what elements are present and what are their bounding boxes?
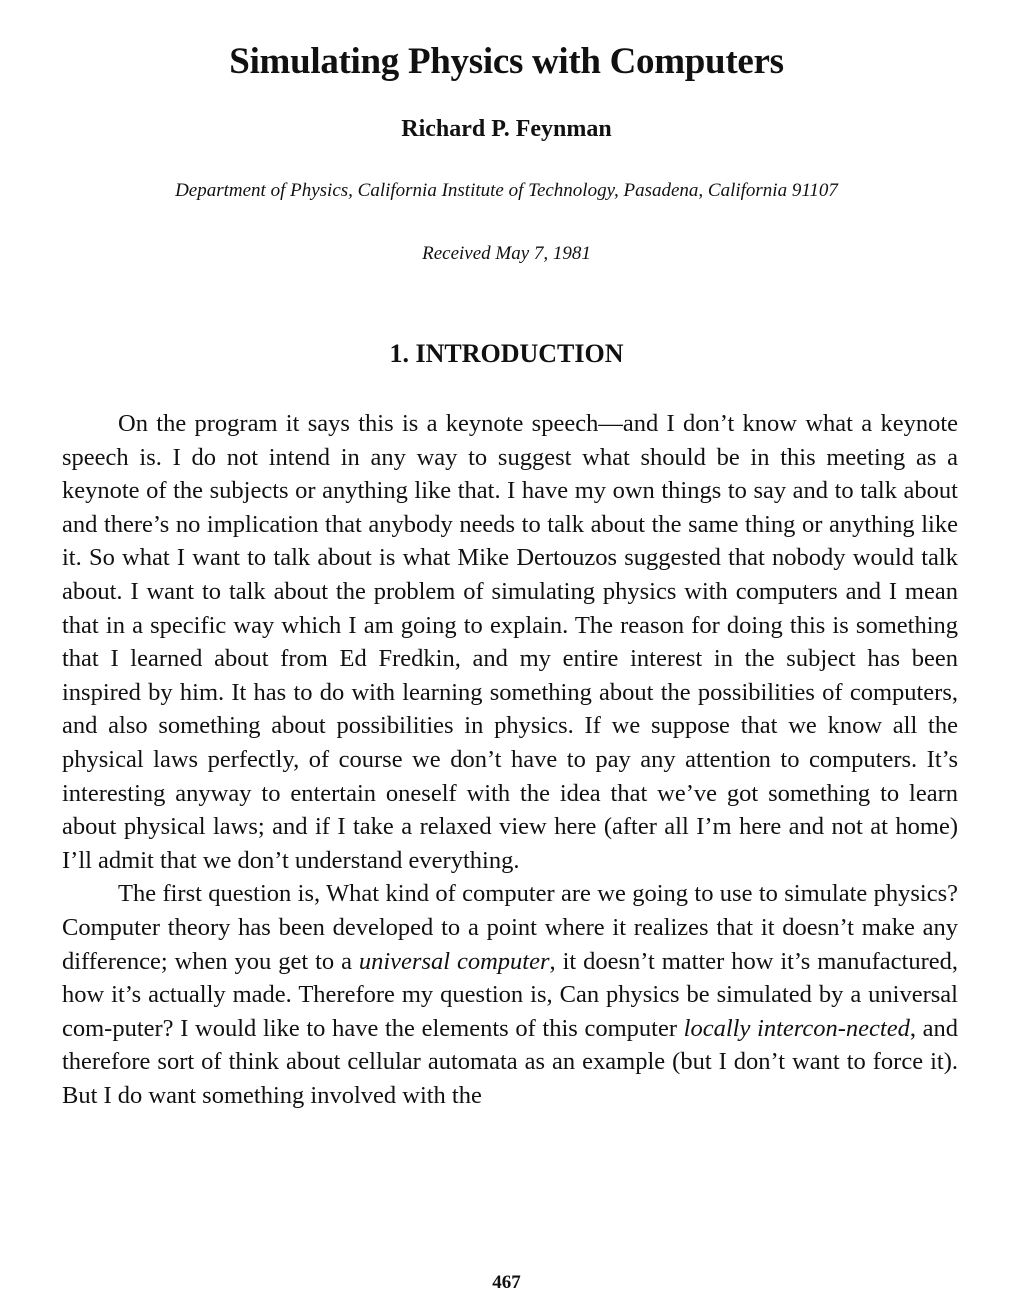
body-text bbox=[62, 407, 958, 1112]
page-number: 467 bbox=[492, 1272, 521, 1293]
author-affiliation: Department of Physics, California Institute of Technology, Pasadena, California 91107 bbox=[175, 180, 838, 201]
paragraph-2-text: , it doesn’t matter how it’s manufactured, how it’s actually made. Therefore my question is, Can physics be simulated by a universal com-puter? I would like to have the elements of this computer bbox=[62, 947, 959, 1042]
section-heading: 1. INTRODUCTION bbox=[389, 339, 624, 368]
paper-title: Simulating Physics with Computers bbox=[229, 41, 784, 82]
paragraph-2-text: , and therefore sort of think about cellular automata as an example (but I don’t want to force it). But I do want something involved with the bbox=[62, 1014, 959, 1109]
emphasis-universal-computer: universal computer bbox=[358, 947, 550, 975]
received-date: Received May 7, 1981 bbox=[422, 243, 591, 264]
paragraph-1: On the program it says this is a keynote speech—and I don’t know what a keynote speech is. I do not intend in any way to suggest what should be in this meeting as a keynote of the subjects or anything like that. I have my own things to say and to talk about and there’s no implication that anybody needs to talk about the same thing or anything like it. So what I want to talk about is what Mike Dertouzos suggested that nobody would talk about. I want to talk about the problem of simulating physics with computers and I mean that in a specific way which I am going to explain. The reason for doing this is something that I learned about from Ed Fredkin, and my entire interest in the subject has been inspired by him. It has to do with learning something about the possibilities of computers, and also something about possibilities in physics. If we suppose that we know all the physical laws perfectly, of course we don’t have to pay any attention to computers. It’s interesting anyway to entertain oneself with the idea that we’ve got something to learn about physical laws; and if I take a relaxed view here (after all I’m here and not at home) I’ll admit that we don’t understand everything. bbox=[62, 410, 958, 874]
emphasis-locally-interconnected: locally intercon-nected bbox=[683, 1014, 910, 1042]
paragraph-2-text: The first question is, What kind of computer are we going to use to simulate physics? Computer theory has been developed to a point where it realizes that it doesn’t make any difference; when you get to a bbox=[62, 880, 958, 975]
author-name: Richard P. Feynman bbox=[401, 116, 612, 142]
paragraph-2 bbox=[62, 877, 958, 1112]
